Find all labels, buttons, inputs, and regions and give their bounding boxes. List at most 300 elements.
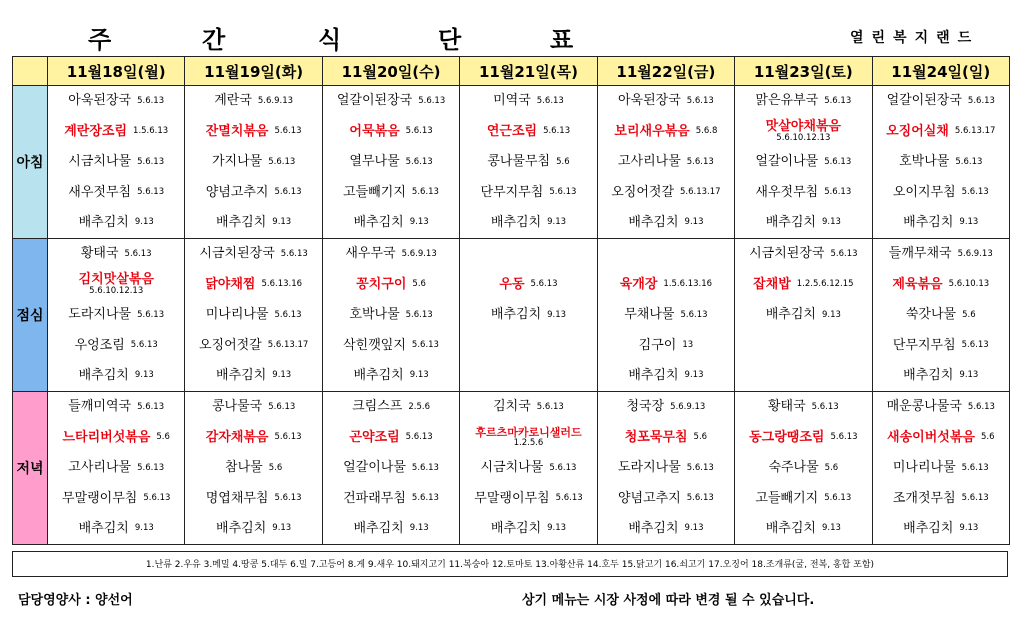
allergen-codes: 5.6.13.17 bbox=[680, 186, 721, 197]
dish-name: 쑥갓나물 bbox=[905, 307, 957, 323]
dish-name: 황태국 bbox=[80, 246, 119, 262]
dish-name: 꽁치구이 bbox=[356, 276, 407, 292]
dish-name: 오징어젓갈 bbox=[611, 184, 675, 200]
dish-name: 우엉조림 bbox=[74, 337, 125, 353]
allergen-codes: 5.6.13 bbox=[830, 248, 858, 259]
menu-item bbox=[185, 453, 321, 483]
menu-item bbox=[48, 453, 184, 483]
dish-name: 잡채밥 bbox=[753, 276, 791, 292]
menu-item bbox=[48, 483, 184, 513]
allergen-codes: 5.6.13 bbox=[961, 462, 989, 473]
dish-name: 오징어젓갈 bbox=[198, 337, 262, 353]
menu-item bbox=[48, 514, 184, 544]
allergen-codes: 5.6.13 bbox=[967, 401, 995, 412]
day-header: 11월24일(일) bbox=[872, 57, 1009, 86]
dish-name: 후르츠마카로니샐러드 bbox=[475, 425, 582, 439]
menu-item bbox=[460, 330, 596, 360]
dish-name: 배추김치 bbox=[628, 214, 679, 230]
dish-name: 명엽채무침 bbox=[205, 490, 269, 506]
menu-item bbox=[323, 300, 459, 330]
menu-cell bbox=[48, 86, 185, 239]
menu-item bbox=[460, 483, 596, 513]
menu-item bbox=[185, 116, 321, 146]
menu-cell bbox=[597, 86, 734, 239]
menu-body bbox=[13, 86, 1010, 545]
dish-name: 아욱된장국 bbox=[617, 93, 681, 109]
menu-item bbox=[185, 208, 321, 238]
menu-item bbox=[598, 453, 734, 483]
dish-name: 청국장 bbox=[626, 399, 665, 415]
dish-name: 김구이 bbox=[638, 337, 677, 353]
menu-cell bbox=[735, 392, 872, 545]
menu-item bbox=[873, 269, 1009, 299]
allergen-codes: 5.6 bbox=[980, 432, 995, 443]
menu-item bbox=[323, 330, 459, 360]
dish-name: 맛살야채볶음 bbox=[765, 118, 841, 134]
menu-item bbox=[735, 208, 871, 238]
dish-name: 얼갈이된장국 bbox=[886, 93, 962, 109]
menu-item bbox=[460, 514, 596, 544]
dish-name: 미역국 bbox=[493, 93, 531, 109]
menu-item bbox=[735, 116, 871, 146]
dish-name: 들깨미역국 bbox=[68, 399, 132, 415]
menu-cell bbox=[48, 392, 185, 545]
menu-item bbox=[185, 239, 321, 269]
allergen-codes: 9.13 bbox=[684, 217, 704, 228]
organization-name: 열린복지랜드 bbox=[850, 30, 980, 46]
menu-item bbox=[873, 208, 1009, 238]
corner-cell bbox=[13, 57, 48, 86]
menu-cell bbox=[460, 239, 597, 392]
menu-item bbox=[185, 330, 321, 360]
allergen-codes: 9.13 bbox=[547, 309, 567, 320]
dish-name: 배추김치 bbox=[903, 214, 954, 230]
menu-item bbox=[185, 147, 321, 177]
dish-name: 시금치나물 bbox=[480, 460, 544, 476]
dish-name: 잔멸치볶음 bbox=[205, 123, 269, 139]
allergen-codes: 5.6.13 bbox=[274, 492, 302, 503]
meal-label: 아침 bbox=[13, 86, 48, 239]
menu-item bbox=[735, 361, 871, 391]
allergen-codes: 9.13 bbox=[134, 217, 154, 228]
dish-name: 콩나물무침 bbox=[487, 154, 551, 170]
menu-item bbox=[48, 330, 184, 360]
allergen-codes: 5.6.13 bbox=[137, 95, 165, 106]
meal-label: 점심 bbox=[13, 239, 48, 392]
allergen-codes: 9.13 bbox=[821, 523, 841, 534]
allergen-codes: 5.6.13 bbox=[124, 248, 152, 259]
allergen-codes: 5.6.13 bbox=[961, 339, 989, 350]
menu-item bbox=[323, 392, 459, 422]
dish-name: 황태국 bbox=[767, 399, 806, 415]
dish-name: 오징어실채 bbox=[886, 123, 949, 139]
dish-name: 곤약조림 bbox=[349, 429, 400, 445]
dish-name: 맑은유부국 bbox=[755, 93, 819, 109]
menu-cell bbox=[597, 392, 734, 545]
allergen-codes: 5.6 bbox=[962, 309, 976, 320]
day-header: 11월18일(월) bbox=[48, 57, 185, 86]
menu-item bbox=[598, 86, 734, 116]
dish-name: 닭야채찜 bbox=[205, 276, 256, 292]
allergen-codes: 5.6.13 bbox=[411, 462, 439, 473]
allergen-codes: 9.13 bbox=[272, 217, 292, 228]
dish-name: 단무지무침 bbox=[480, 184, 544, 200]
dish-name: 새우젓무침 bbox=[68, 184, 132, 200]
allergen-codes: 5.6.13 bbox=[405, 126, 433, 137]
day-header: 11월20일(수) bbox=[322, 57, 459, 86]
allergen-codes: 5.6.13.17 bbox=[954, 126, 996, 137]
day-header: 11월23일(토) bbox=[735, 57, 872, 86]
dish-name: 가지나물 bbox=[211, 154, 263, 170]
menu-item bbox=[460, 361, 596, 391]
allergen-codes: 5.6.10.13 bbox=[948, 279, 990, 290]
menu-item bbox=[185, 392, 321, 422]
allergen-codes: 5.6.13 bbox=[824, 156, 852, 167]
menu-item bbox=[735, 453, 871, 483]
menu-item bbox=[323, 177, 459, 207]
menu-item bbox=[873, 147, 1009, 177]
allergen-codes: 9.13 bbox=[272, 370, 292, 381]
menu-title bbox=[60, 20, 600, 52]
menu-item bbox=[598, 483, 734, 513]
title-char: 주 bbox=[88, 26, 112, 54]
dish-name: 무말랭이무침 bbox=[62, 490, 138, 506]
menu-item bbox=[185, 514, 321, 544]
menu-item bbox=[460, 208, 596, 238]
dish-name: 미나리나물 bbox=[892, 460, 956, 476]
dish-name: 배추김치 bbox=[490, 307, 542, 323]
dish-name: 들깨무채국 bbox=[888, 246, 952, 262]
menu-item bbox=[323, 453, 459, 483]
menu-item bbox=[735, 483, 871, 513]
menu-item bbox=[598, 177, 734, 207]
menu-item bbox=[185, 483, 321, 513]
allergen-codes: 5.6 bbox=[693, 432, 708, 443]
menu-item bbox=[185, 300, 321, 330]
allergen-codes: 5.6.13 bbox=[143, 492, 171, 503]
day-header: 11월22일(금) bbox=[597, 57, 734, 86]
menu-cell bbox=[735, 239, 872, 392]
menu-item bbox=[48, 300, 184, 330]
menu-cell bbox=[185, 392, 322, 545]
allergen-codes: 5.6.13 bbox=[536, 401, 564, 412]
allergen-codes: 5.6.13 bbox=[274, 309, 302, 320]
menu-item bbox=[873, 392, 1009, 422]
menu-item bbox=[48, 269, 184, 299]
allergen-codes: 9.13 bbox=[959, 523, 979, 534]
dish-name: 느타리버섯볶음 bbox=[62, 429, 151, 445]
menu-item bbox=[48, 239, 184, 269]
allergen-codes: 9.13 bbox=[821, 309, 841, 320]
menu-item bbox=[598, 422, 734, 452]
menu-item bbox=[323, 208, 459, 238]
menu-item bbox=[873, 330, 1009, 360]
menu-item bbox=[735, 269, 871, 299]
dish-name: 시금치된장국 bbox=[199, 246, 275, 262]
menu-item bbox=[873, 361, 1009, 391]
menu-item bbox=[873, 177, 1009, 207]
allergen-codes: 2.5.6 bbox=[408, 401, 430, 412]
dish-name: 양념고추지 bbox=[205, 184, 269, 200]
dish-name: 매운콩나물국 bbox=[886, 399, 962, 415]
dish-name: 호박나물 bbox=[899, 154, 950, 170]
dish-name: 고사리나물 bbox=[617, 154, 681, 170]
allergen-codes: 5.6.13 bbox=[274, 126, 302, 137]
allergen-codes: 5.6.13 bbox=[549, 462, 577, 473]
dish-name: 동그랑땡조림 bbox=[749, 429, 825, 445]
allergen-codes: 5.6.13 bbox=[680, 309, 708, 320]
allergen-codes: 9.13 bbox=[134, 370, 154, 381]
allergen-codes: 5.6.9.13 bbox=[257, 95, 294, 106]
allergen-codes: 5.6.13 bbox=[274, 432, 302, 443]
dish-name: 우동 bbox=[499, 276, 525, 292]
menu-item bbox=[735, 422, 871, 452]
dish-name: 아욱된장국 bbox=[68, 93, 132, 109]
menu-item bbox=[185, 86, 321, 116]
menu-item bbox=[873, 422, 1009, 452]
allergen-codes: 9.13 bbox=[684, 370, 704, 381]
menu-item bbox=[460, 86, 596, 116]
menu-item bbox=[460, 300, 596, 330]
dish-name: 건파래무침 bbox=[343, 490, 406, 506]
dish-name: 계란국 bbox=[214, 93, 252, 109]
allergen-codes: 5.6.13 bbox=[130, 339, 158, 350]
menu-cell bbox=[460, 86, 597, 239]
dish-name: 육개장 bbox=[619, 276, 658, 292]
dish-name: 고들빼기지 bbox=[343, 184, 406, 200]
dish-name: 새우무국 bbox=[345, 246, 396, 262]
dish-name: 배추김치 bbox=[765, 307, 816, 323]
meal-row bbox=[13, 86, 1010, 239]
dish-name: 삭힌깻잎지 bbox=[343, 337, 406, 353]
menu-item bbox=[460, 239, 596, 269]
menu-cell bbox=[872, 86, 1009, 239]
allergen-codes: 9.13 bbox=[959, 217, 979, 228]
allergen-codes: 9.13 bbox=[409, 370, 429, 381]
allergen-codes: 5.6.13 bbox=[411, 492, 439, 503]
menu-cell bbox=[597, 239, 734, 392]
dish-name: 무채나물 bbox=[624, 307, 675, 323]
dish-name: 미나리나물 bbox=[205, 307, 269, 323]
allergen-codes: 5.6.13 bbox=[686, 492, 714, 503]
dish-name: 얼갈이나물 bbox=[755, 154, 819, 170]
menu-item bbox=[598, 269, 734, 299]
menu-cell bbox=[322, 239, 459, 392]
allergen-codes: 5.6 bbox=[556, 156, 570, 167]
menu-item bbox=[735, 514, 871, 544]
allergen-codes: 9.13 bbox=[134, 523, 154, 534]
menu-item bbox=[598, 239, 734, 269]
allergen-codes: 5.6.13 bbox=[955, 156, 983, 167]
dish-name: 얼갈이나물 bbox=[343, 460, 406, 476]
menu-cell bbox=[872, 239, 1009, 392]
menu-item bbox=[323, 239, 459, 269]
menu-item bbox=[460, 392, 596, 422]
menu-item bbox=[48, 208, 184, 238]
menu-item bbox=[185, 361, 321, 391]
menu-cell bbox=[872, 392, 1009, 545]
menu-item bbox=[185, 177, 321, 207]
allergen-codes: 5.6.13 bbox=[268, 156, 296, 167]
dish-name: 오이지무침 bbox=[892, 184, 956, 200]
dish-name: 감자채볶음 bbox=[205, 429, 269, 445]
menu-item bbox=[735, 330, 871, 360]
allergen-codes: 5.6.9.13 bbox=[401, 248, 437, 259]
allergen-codes: 5.6.8 bbox=[695, 126, 718, 137]
menu-item bbox=[48, 177, 184, 207]
dish-name: 보리새우볶음 bbox=[614, 123, 690, 139]
allergen-codes: 5.6.13 bbox=[824, 492, 852, 503]
allergen-legend: 1.난류 2.우유 3.메밀 4.땅콩 5.대두 6.밀 7.고등어 8.게 9.새우 10.돼지고기 11.복숭아 12.토마토 13.아황산류 14.호두 15.닭고기 16.쇠고기 17.오징어 18.조개류(굴, 전복, 홍합 포함) bbox=[12, 551, 1008, 577]
menu-item bbox=[323, 422, 459, 452]
menu-cell bbox=[322, 392, 459, 545]
allergen-codes: 5.6.13 bbox=[967, 95, 995, 106]
menu-item bbox=[460, 453, 596, 483]
menu-cell bbox=[735, 86, 872, 239]
dish-name: 콩나물국 bbox=[211, 399, 263, 415]
menu-item bbox=[48, 86, 184, 116]
menu-item bbox=[460, 147, 596, 177]
allergen-codes: 5.6.13 bbox=[280, 248, 308, 259]
menu-item bbox=[598, 300, 734, 330]
allergen-codes: 9.13 bbox=[547, 523, 567, 534]
menu-item bbox=[873, 483, 1009, 513]
dish-name: 연근조림 bbox=[486, 123, 538, 139]
dish-name: 새우젓무침 bbox=[755, 184, 819, 200]
dish-name: 얼갈이된장국 bbox=[336, 93, 413, 109]
allergen-codes: 5.6.13 bbox=[961, 186, 989, 197]
dish-name: 시금치나물 bbox=[68, 154, 132, 170]
menu-cell bbox=[185, 239, 322, 392]
dish-name: 제육볶음 bbox=[892, 276, 943, 292]
menu-item bbox=[735, 86, 871, 116]
dish-name: 배추김치 bbox=[903, 520, 954, 536]
title-char: 표 bbox=[550, 26, 574, 54]
dish-name: 김치국 bbox=[493, 399, 531, 415]
allergen-codes: 5.6.13 bbox=[405, 432, 433, 443]
allergen-codes: 5.6.13 bbox=[543, 126, 571, 137]
weekly-menu-table bbox=[12, 56, 1010, 545]
allergen-codes: 5.6.13 bbox=[536, 95, 564, 106]
allergen-codes: 5.6.13 bbox=[137, 309, 165, 320]
menu-item bbox=[48, 116, 184, 146]
allergen-codes: 9.13 bbox=[821, 217, 841, 228]
menu-item bbox=[873, 86, 1009, 116]
dish-name: 청포묵무침 bbox=[624, 429, 688, 445]
menu-item bbox=[460, 422, 596, 452]
menu-item bbox=[598, 330, 734, 360]
dish-name: 열무나물 bbox=[349, 154, 400, 170]
menu-item bbox=[323, 116, 459, 146]
dish-name: 배추김치 bbox=[353, 367, 404, 383]
menu-item bbox=[598, 361, 734, 391]
allergen-codes: 5.6.13 bbox=[268, 401, 296, 412]
dish-name: 김치맛살볶음 bbox=[78, 271, 154, 287]
menu-item bbox=[323, 483, 459, 513]
menu-item bbox=[598, 208, 734, 238]
allergen-codes: 5.6.13 bbox=[137, 156, 165, 167]
title-char: 식 bbox=[318, 26, 342, 54]
allergen-codes: 5.6.13 bbox=[405, 156, 433, 167]
allergen-codes: 5.6.13 bbox=[555, 492, 583, 503]
dish-name: 배추김치 bbox=[78, 367, 129, 383]
allergen-codes: 5.6.13 bbox=[411, 186, 439, 197]
allergen-codes: 5.6.13 bbox=[137, 462, 165, 473]
dish-name: 배추김치 bbox=[628, 520, 679, 536]
dish-name: 호박나물 bbox=[349, 307, 400, 323]
allergen-codes: 5.6.13 bbox=[405, 309, 433, 320]
allergen-codes: 1.2.5.6.12.15 bbox=[796, 279, 854, 290]
allergen-codes: 5.6.10.12.13 bbox=[89, 286, 144, 297]
menu-item bbox=[598, 116, 734, 146]
dish-name: 도라지나물 bbox=[617, 460, 681, 476]
allergen-codes: 5.6.13 bbox=[418, 95, 446, 106]
allergen-codes: 5.6.13 bbox=[830, 432, 858, 443]
dish-name: 단무지무침 bbox=[892, 337, 956, 353]
dietitian-name: 담당영양사 : 양선어 bbox=[18, 593, 133, 608]
dish-name: 배추김치 bbox=[353, 214, 404, 230]
menu-item bbox=[873, 514, 1009, 544]
dish-name: 조개젓무침 bbox=[892, 490, 956, 506]
dish-name: 배추김치 bbox=[216, 367, 267, 383]
menu-item bbox=[48, 392, 184, 422]
dish-name: 참나물 bbox=[225, 460, 263, 476]
allergen-codes: 1.5.6.13 bbox=[133, 126, 169, 137]
menu-item bbox=[735, 177, 871, 207]
dish-name: 도라지나물 bbox=[68, 307, 132, 323]
menu-cell bbox=[185, 86, 322, 239]
allergen-codes: 5.6.13 bbox=[811, 401, 839, 412]
dish-name: 배추김치 bbox=[490, 520, 542, 536]
allergen-codes: 5.6.13 bbox=[686, 462, 714, 473]
allergen-codes: 5.6.9.13 bbox=[957, 248, 993, 259]
allergen-codes: 5.6.13 bbox=[274, 186, 302, 197]
menu-item bbox=[48, 361, 184, 391]
allergen-codes: 5.6.13 bbox=[824, 186, 852, 197]
allergen-codes: 9.13 bbox=[409, 523, 429, 534]
dish-name: 배추김치 bbox=[765, 214, 816, 230]
menu-item bbox=[48, 422, 184, 452]
allergen-codes: 5.6 bbox=[156, 432, 170, 443]
dish-name: 계란장조림 bbox=[64, 123, 128, 139]
menu-item bbox=[873, 300, 1009, 330]
menu-item bbox=[598, 514, 734, 544]
dish-name: 고사리나물 bbox=[68, 460, 132, 476]
menu-item bbox=[735, 392, 871, 422]
allergen-codes: 9.13 bbox=[684, 523, 704, 534]
menu-item bbox=[735, 147, 871, 177]
dish-name: 배추김치 bbox=[490, 214, 542, 230]
allergen-codes: 5.6.13 bbox=[137, 401, 165, 412]
title-char: 간 bbox=[202, 26, 226, 54]
dish-name: 배추김치 bbox=[628, 367, 679, 383]
menu-item bbox=[735, 300, 871, 330]
menu-item bbox=[48, 147, 184, 177]
menu-item bbox=[323, 269, 459, 299]
allergen-codes: 9.13 bbox=[959, 370, 979, 381]
dish-name: 배추김치 bbox=[78, 214, 129, 230]
menu-item bbox=[460, 116, 596, 146]
allergen-codes: 5.6.13 bbox=[137, 186, 165, 197]
allergen-codes: 5.6.9.13 bbox=[670, 401, 706, 412]
title-char: 단 bbox=[438, 26, 462, 54]
menu-item bbox=[323, 361, 459, 391]
allergen-codes: 1.2.5.6 bbox=[513, 438, 544, 449]
dish-name: 숙주나물 bbox=[768, 460, 819, 476]
menu-item bbox=[185, 269, 321, 299]
menu-cell bbox=[48, 239, 185, 392]
allergen-codes: 5.6.13 bbox=[530, 279, 558, 290]
